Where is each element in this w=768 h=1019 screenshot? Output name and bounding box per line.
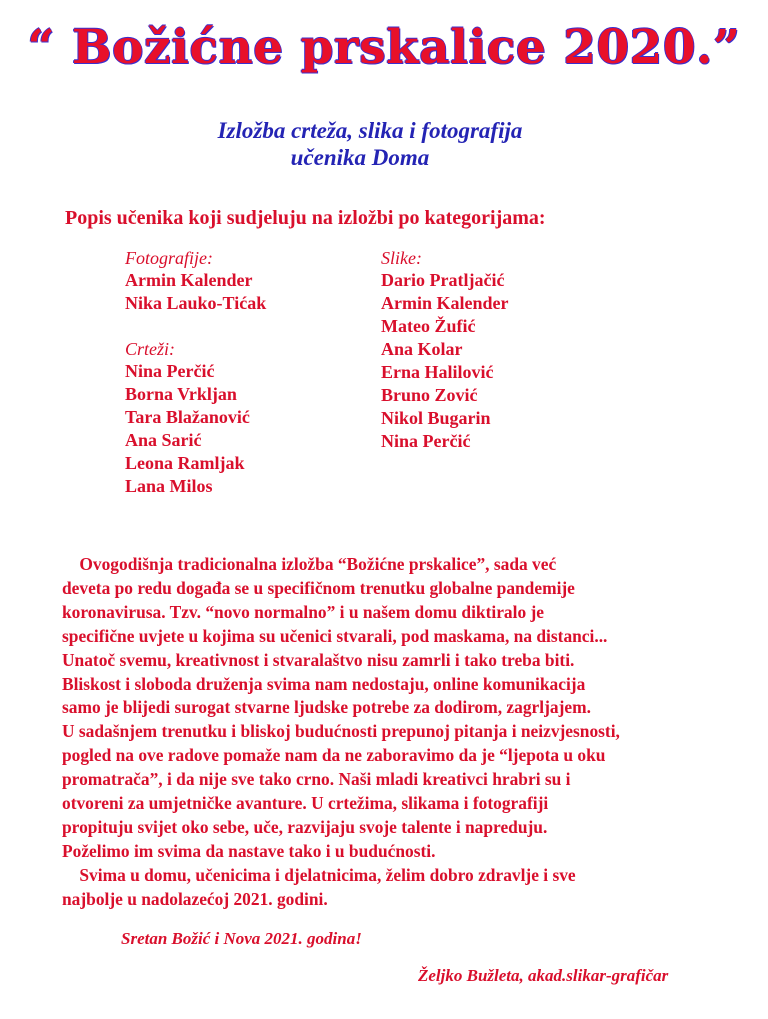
body-line: najbolje u nadolazećoj 2021. godini. (62, 888, 328, 909)
student-name: Nika Lauko-Tićak (125, 293, 267, 313)
student-name: Armin Kalender (381, 293, 509, 313)
student-name: Ana Sarić (125, 430, 202, 450)
body-line: Poželimo im svima da nastave tako i u budućnosti. (62, 840, 436, 861)
student-name: Nina Perčić (125, 361, 215, 381)
body-line: otvoreni za umjetničke avanture. U crtežima, slikama i fotografiji (62, 793, 549, 814)
subtitle-line-2: učenika Doma (290, 145, 430, 170)
student-name: Nina Perčić (381, 431, 471, 451)
student-name: Borna Vrkljan (125, 384, 237, 404)
body-line: promatrača”, i da nije sve tako crno. Naši mladi kreativci hrabri su i (62, 769, 571, 790)
category-column-left (125, 247, 266, 498)
category-label-crtezi: Crteži: (125, 339, 176, 359)
category-label-fotografije: Fotografije: (125, 248, 213, 268)
body-line: U sadašnjem trenutku i bliskoj budućnosti prepunoj pitanja i neizvjesnosti, (62, 721, 620, 742)
student-name: Dario Pratljačić (381, 270, 505, 290)
list-heading: Popis učenika koji sudjeluju na izložbi po kategorijama: (65, 207, 546, 229)
body-line: specifične uvjete u kojima su učenici stvarali, pod maskama, na distanci... (62, 625, 608, 646)
body-line: Svima u domu, učenicima i djelatnicima, želim dobro zdravlje i sve (62, 864, 576, 885)
student-name: Bruno Zović (381, 385, 478, 405)
body-line: Unatoč svemu, kreativnost i stvaralaštvo nisu zamrli i tako treba biti. (62, 649, 575, 670)
student-name: Tara Blažanović (125, 407, 250, 427)
category-column-right (381, 247, 509, 453)
greeting: Sretan Božić i Nova 2021. godina! (121, 929, 362, 948)
student-name: Leona Ramljak (125, 453, 245, 473)
signature: Željko Bužleta, akad.slikar-grafičar (418, 966, 669, 985)
body-line: samo je blijedi surogat stvarne ljudske potrebe za dodirom, zagrljajem. (62, 697, 591, 718)
student-name: Armin Kalender (125, 270, 253, 290)
body-line: pogled na ove radove pomaže nam da ne zaboravimo da je “ljepota u oku (62, 745, 606, 766)
student-name: Lana Milos (125, 476, 213, 496)
body-line: Bliskost i sloboda druženja svima nam nedostaju, online komunikacija (62, 673, 586, 694)
student-name: Mateo Žufić (381, 316, 476, 336)
body-paragraph (62, 553, 762, 912)
category-label-slike: Slike: (381, 248, 422, 268)
body-line: koronavirusa. Tzv. “novo normalno” i u našem domu diktiralo je (62, 601, 545, 622)
body-line: propituju svijet oko sebe, uče, razvijaju svoje talente i napreduju. (62, 816, 548, 837)
student-name: Ana Kolar (381, 339, 463, 359)
student-name: Nikol Bugarin (381, 408, 491, 428)
subtitle-line-1: Izložba crteža, slika i fotografija (217, 118, 523, 143)
page-title: “ Božićne prskalice 2020.” (27, 20, 741, 75)
body-line: Ovogodišnja tradicionalna izložba “Božićne prskalice”, sada već (62, 554, 557, 574)
student-name: Erna Halilović (381, 362, 494, 382)
body-line: deveta po redu događa se u specifičnom trenutku globalne pandemije (62, 577, 575, 598)
